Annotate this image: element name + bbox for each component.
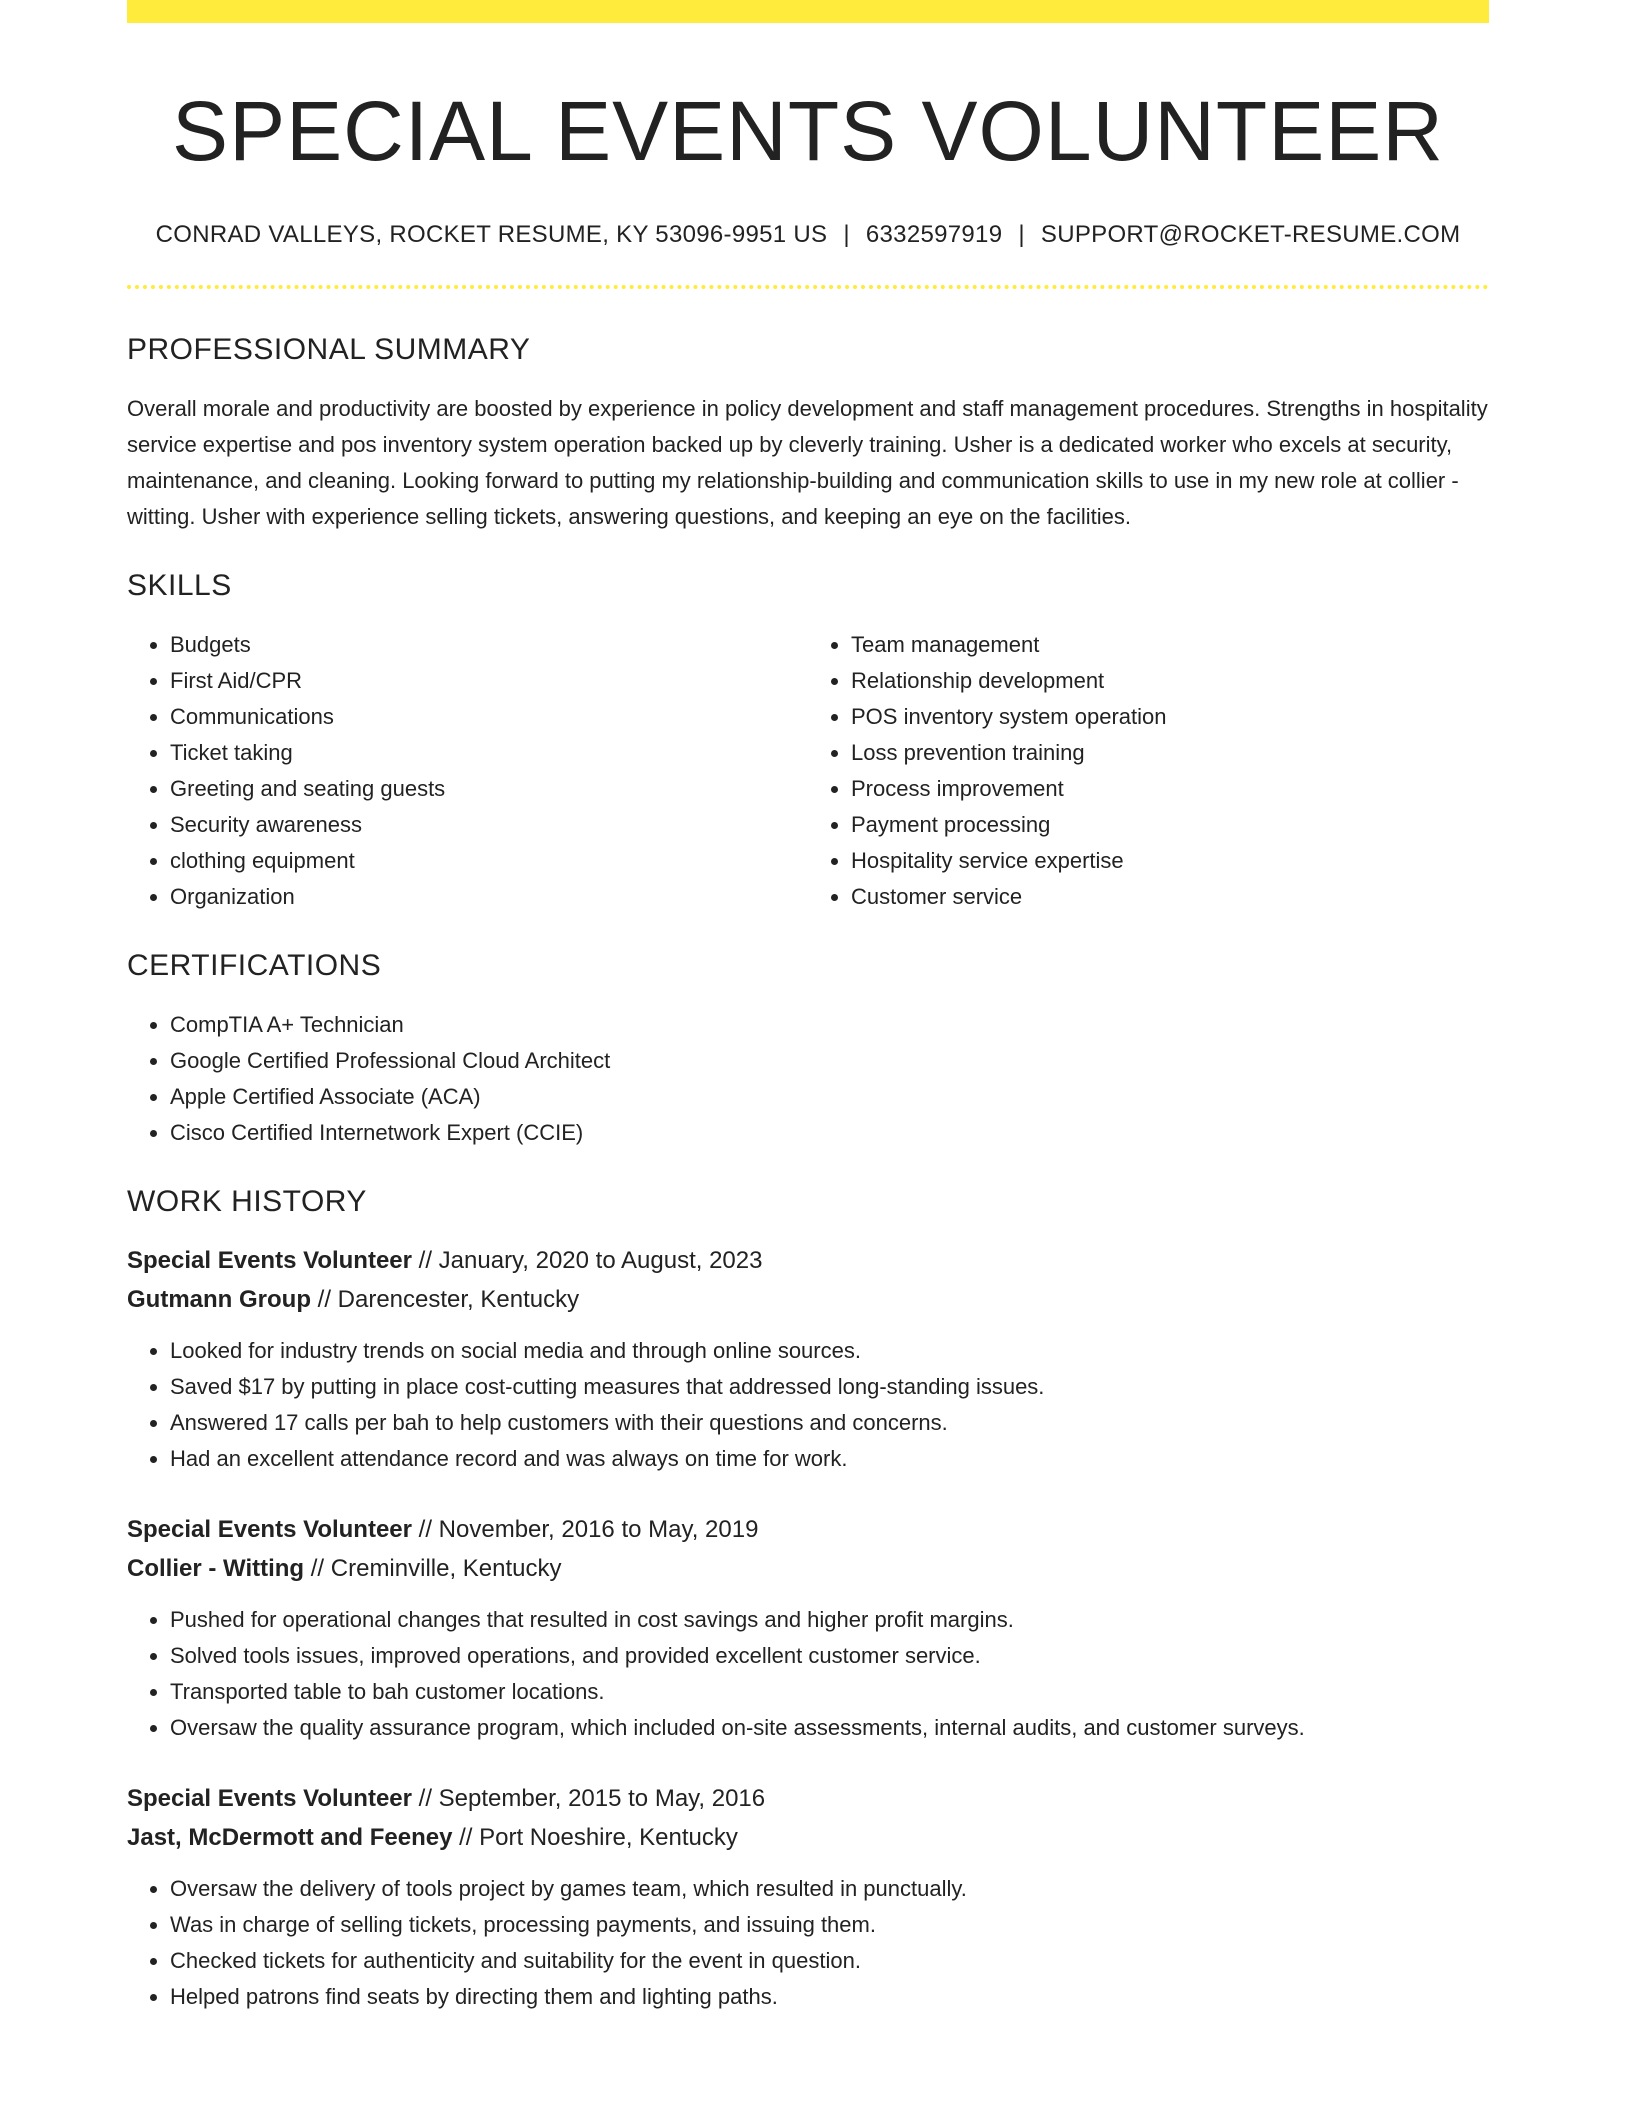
contact-phone: 6332597919 bbox=[865, 221, 1003, 249]
skills-list-right bbox=[808, 627, 1489, 915]
contact-line bbox=[127, 221, 1489, 249]
dotted-divider bbox=[127, 285, 1489, 289]
certification-item: • Apple Certified Associate (ACA) bbox=[170, 1079, 1489, 1115]
summary-heading: PROFESSIONAL SUMMARY bbox=[127, 333, 531, 367]
skill-item: • Process improvement bbox=[851, 771, 1489, 807]
work-history-heading: WORK HISTORY bbox=[127, 1185, 367, 1219]
certification-item: • Cisco Certified Internetwork Expert (CCIE) bbox=[170, 1115, 1489, 1151]
resume-name: SPECIAL EVENTS VOLUNTEER bbox=[172, 84, 1444, 178]
skills-columns bbox=[127, 627, 1489, 915]
skill-item: • Customer service bbox=[851, 879, 1489, 915]
job-bullet: • Was in charge of selling tickets, processing payments, and issuing them. bbox=[170, 1907, 1489, 1943]
skill-item: • Loss prevention training bbox=[851, 735, 1489, 771]
job-location: // Port Noeshire, Kentucky bbox=[452, 1824, 738, 1852]
job-dates: // January, 2020 to August, 2023 bbox=[412, 1247, 763, 1275]
job-company: Gutmann Group bbox=[127, 1286, 311, 1314]
certification-item: • CompTIA A+ Technician bbox=[170, 1007, 1489, 1043]
job-bullet: • Oversaw the delivery of tools project by games team, which resulted in punctually. bbox=[170, 1871, 1489, 1907]
job-company-line bbox=[127, 1549, 1489, 1588]
job-role: Special Events Volunteer bbox=[127, 1785, 412, 1813]
accent-top-bar bbox=[127, 0, 1489, 23]
skill-item: • Organization bbox=[170, 879, 808, 915]
skill-item: • Team management bbox=[851, 627, 1489, 663]
skills-list-left bbox=[127, 627, 808, 915]
job-company: Jast, McDermott and Feeney bbox=[127, 1824, 453, 1852]
skill-item: • First Aid/CPR bbox=[170, 663, 808, 699]
job-company: Collier - Witting bbox=[127, 1555, 305, 1583]
job-role: Special Events Volunteer bbox=[127, 1516, 412, 1544]
job-role: Special Events Volunteer bbox=[127, 1247, 412, 1275]
resume-page bbox=[127, 0, 1489, 2015]
job-bullet: • Answered 17 calls per bah to help customers with their questions and concerns. bbox=[170, 1405, 1489, 1441]
skill-item: • Budgets bbox=[170, 627, 808, 663]
certification-item: • Google Certified Professional Cloud Architect bbox=[170, 1043, 1489, 1079]
job-company-line bbox=[127, 1280, 1489, 1319]
job-bullet: • Solved tools issues, improved operations, and provided excellent customer service. bbox=[170, 1638, 1489, 1674]
contact-separator: | bbox=[843, 221, 850, 249]
job-bullet-list bbox=[127, 1871, 1489, 2015]
job-dates: // September, 2015 to May, 2016 bbox=[412, 1785, 766, 1813]
skill-item: • Hospitality service expertise bbox=[851, 843, 1489, 879]
skill-item: • Payment processing bbox=[851, 807, 1489, 843]
job-location: // Creminville, Kentucky bbox=[304, 1555, 562, 1583]
job-entry bbox=[127, 1241, 1489, 1477]
job-title-line bbox=[127, 1779, 1489, 1818]
skill-item: • Greeting and seating guests bbox=[170, 771, 808, 807]
job-bullet: • Checked tickets for authenticity and suitability for the event in question. bbox=[170, 1943, 1489, 1979]
contact-email: SUPPORT@ROCKET-RESUME.COM bbox=[1040, 221, 1461, 249]
summary-text: Overall morale and productivity are boosted by experience in policy development and staff management procedures. Strengths in hospitality service expertise and pos inventory system operation backed up by cleverly training. Usher is a dedicated worker who excels at security, maintenance, and cleaning. Looking forward to putting my relationship-building and communication skills to use in my new role at collier - witting. Usher with experience selling tickets, answering questions, and keeping an eye on the facilities. bbox=[127, 396, 1488, 530]
job-bullet-list bbox=[127, 1333, 1489, 1477]
certifications-list bbox=[127, 1007, 1489, 1151]
skill-item: • POS inventory system operation bbox=[851, 699, 1489, 735]
skill-item: • Relationship development bbox=[851, 663, 1489, 699]
job-bullet: • Transported table to bah customer locations. bbox=[170, 1674, 1489, 1710]
job-company-line bbox=[127, 1818, 1489, 1857]
job-bullet: • Oversaw the quality assurance program, which included on-site assessments, internal audits, and customer surveys. bbox=[170, 1710, 1489, 1746]
job-bullet-list bbox=[127, 1602, 1489, 1746]
skill-item: • Ticket taking bbox=[170, 735, 808, 771]
job-title-line bbox=[127, 1510, 1489, 1549]
job-bullet: • Looked for industry trends on social media and through online sources. bbox=[170, 1333, 1489, 1369]
contact-separator: | bbox=[1018, 221, 1025, 249]
contact-address: CONRAD VALLEYS, ROCKET RESUME, KY 53096-9951 US bbox=[155, 221, 828, 249]
job-entry bbox=[127, 1510, 1489, 1746]
job-bullet: • Helped patrons find seats by directing them and lighting paths. bbox=[170, 1979, 1489, 2015]
job-bullet: • Saved $17 by putting in place cost-cutting measures that addressed long-standing issues. bbox=[170, 1369, 1489, 1405]
job-bullet: • Pushed for operational changes that resulted in cost savings and higher profit margins. bbox=[170, 1602, 1489, 1638]
skill-item: • Communications bbox=[170, 699, 808, 735]
job-location: // Darencester, Kentucky bbox=[310, 1286, 580, 1314]
skill-item: • Security awareness bbox=[170, 807, 808, 843]
job-entry bbox=[127, 1779, 1489, 2015]
job-title-line bbox=[127, 1241, 1489, 1280]
certifications-heading: CERTIFICATIONS bbox=[127, 949, 382, 983]
job-bullet: • Had an excellent attendance record and was always on time for work. bbox=[170, 1441, 1489, 1477]
skill-item: • clothing equipment bbox=[170, 843, 808, 879]
skills-heading: SKILLS bbox=[127, 569, 232, 603]
job-dates: // November, 2016 to May, 2019 bbox=[412, 1516, 759, 1544]
